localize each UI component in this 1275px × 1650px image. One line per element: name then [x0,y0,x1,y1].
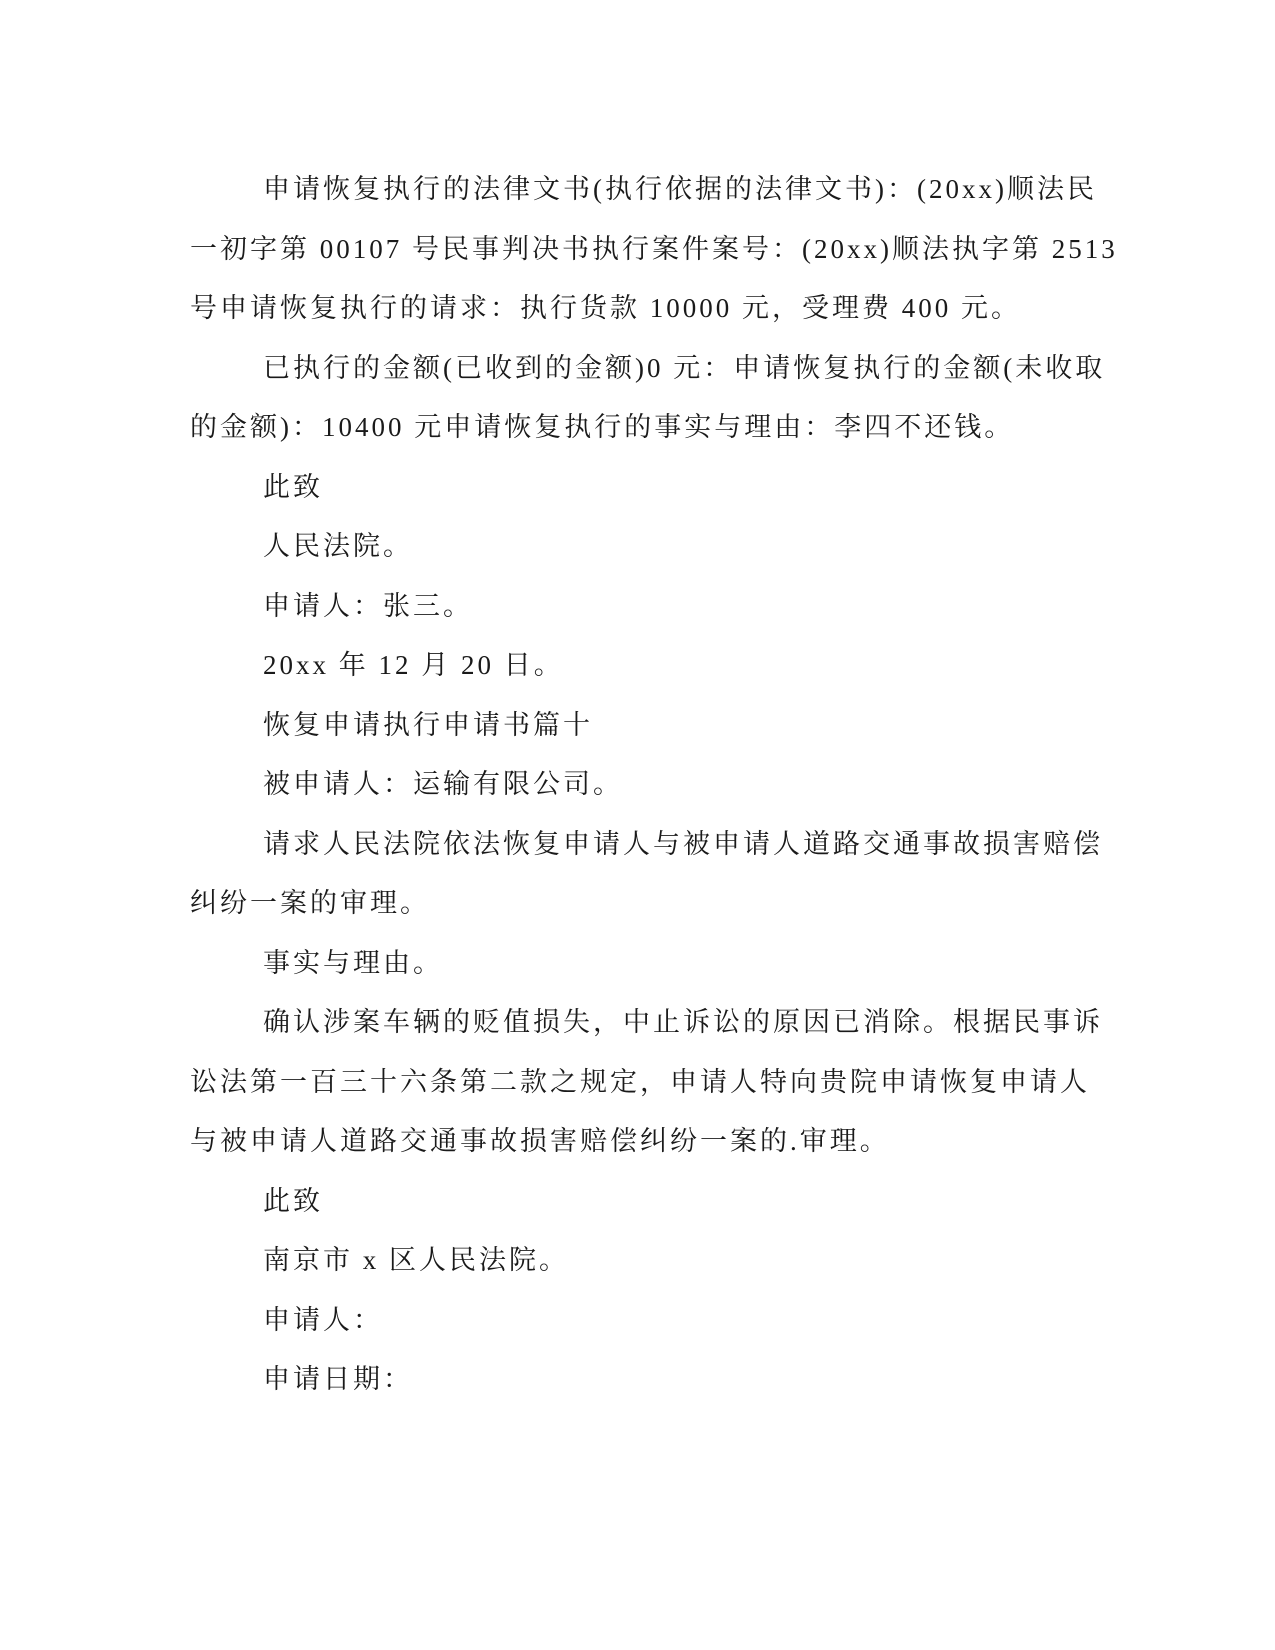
text-line: 申请人： [263,1304,383,1335]
text-line: 已执行的金额(已收到的金额)0 元：申请恢复执行的金额(未收取 [263,352,1106,383]
text-line: 讼法第一百三十六条第二款之规定，申请人特向贵院申请恢复申请人 [190,1066,1090,1097]
text-line: 的金额)：10400 元申请恢复执行的事实与理由：李四不还钱。 [190,412,1015,442]
text-line: 申请恢复执行的法律文书(执行依据的法律文书)：(20xx)顺法民 [263,174,1097,204]
text-line: 此致 [263,471,323,502]
text-line: 人民法院。 [263,531,413,561]
text-line: 南京市 x 区人民法院。 [263,1245,569,1275]
text-line: 号申请恢复执行的请求：执行货款 10000 元，受理费 400 元。 [190,293,1021,323]
text-line: 恢复申请执行申请书篇十 [263,709,593,740]
text-line: 此致 [263,1185,323,1216]
text-line: 纠纷一案的审理。 [190,888,430,918]
text-line: 与被申请人道路交通事故损害赔偿纠纷一案的.审理。 [190,1126,890,1156]
text-line: 事实与理由。 [263,947,443,978]
text-line: 申请人：张三。 [263,590,473,621]
text-line: 一初字第 00107 号民事判决书执行案件案号：(20xx)顺法执字第 2513 [190,233,1118,264]
text-line: 确认涉案车辆的贬值损失，中止诉讼的原因已消除。根据民事诉 [263,1007,1103,1037]
text-line: 申请日期： [263,1364,413,1394]
text-line: 请求人民法院依法恢复申请人与被申请人道路交通事故损害赔偿 [263,828,1103,859]
document-body [190,160,1118,1410]
text-line: 被申请人：运输有限公司。 [263,769,623,799]
text-line: 20xx 年 12 月 20 日。 [263,650,564,680]
